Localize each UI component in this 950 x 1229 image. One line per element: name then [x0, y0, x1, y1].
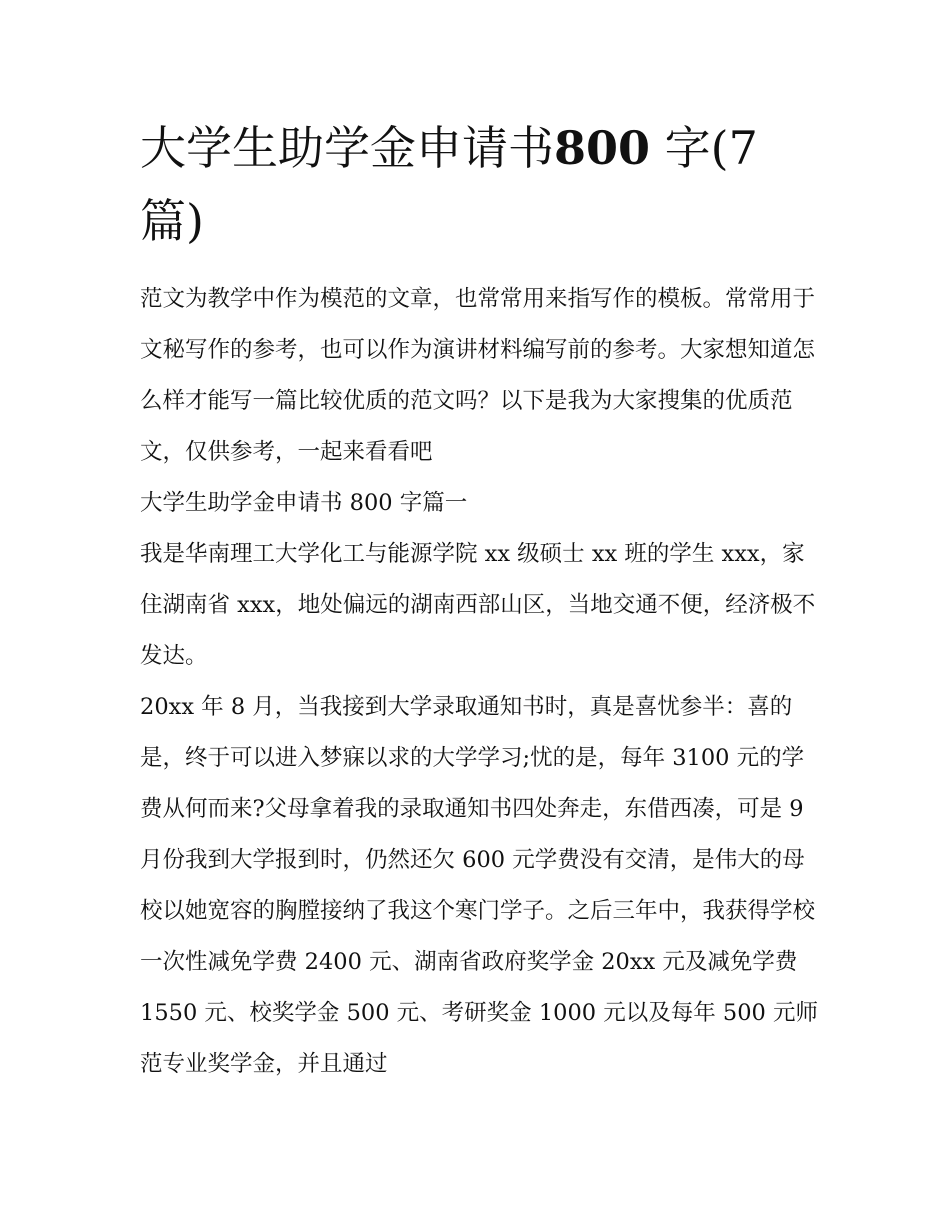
body-paragraph: 20xx 年 8 月，当我接到大学录取通知书时，真是喜忧参半：喜的是，终于可以进入梦寐以求的大学学习;忧的是，每年 3100 元的学费从何而来?父母拿着我的录取通知书四处奔走，东借西凑，可是 9 月份我到大学报到时，仍然还欠 600 元学费没有交清，是伟大的母校以她宽容的胸膛接纳了我这个寒门学子。之后三年中，我获得学校一次性减免学费 2400 元、湖南省政府奖学金 20xx 元及减免学费 1550 元、校奖学金 500 元、考研奖金 1000 元以及每年 500 元师范专业奖学金，并且通过 [140, 694, 818, 1077]
title-text-3: 字(7 [664, 121, 758, 175]
body-paragraph: 我是华南理工大学化工与能源学院 xx 级硕士 xx 班的学生 xxx，家住湖南省 xxx，地处偏远的湖南西部山区，当地交通不便，经济极不发达。 [140, 541, 816, 669]
title-text-2: 800 [554, 121, 651, 175]
title-text-4: 篇) [140, 194, 204, 248]
document-title [140, 112, 820, 258]
section-heading: 大学生助学金申请书 800 字篇一 [140, 490, 468, 516]
intro-paragraph: 范文为教学中作为模范的文章，也常常用来指写作的模板。常常用于文秘写作的参考，也可以作为演讲材料编写前的参考。大家想知道怎么样才能写一篇比较优质的范文吗？以下是我为大家搜集的优质范文，仅供参考，一起来看看吧 [140, 286, 816, 465]
title-text-1: 大学生助学金申请书 [140, 121, 554, 175]
document-body [140, 274, 820, 1090]
